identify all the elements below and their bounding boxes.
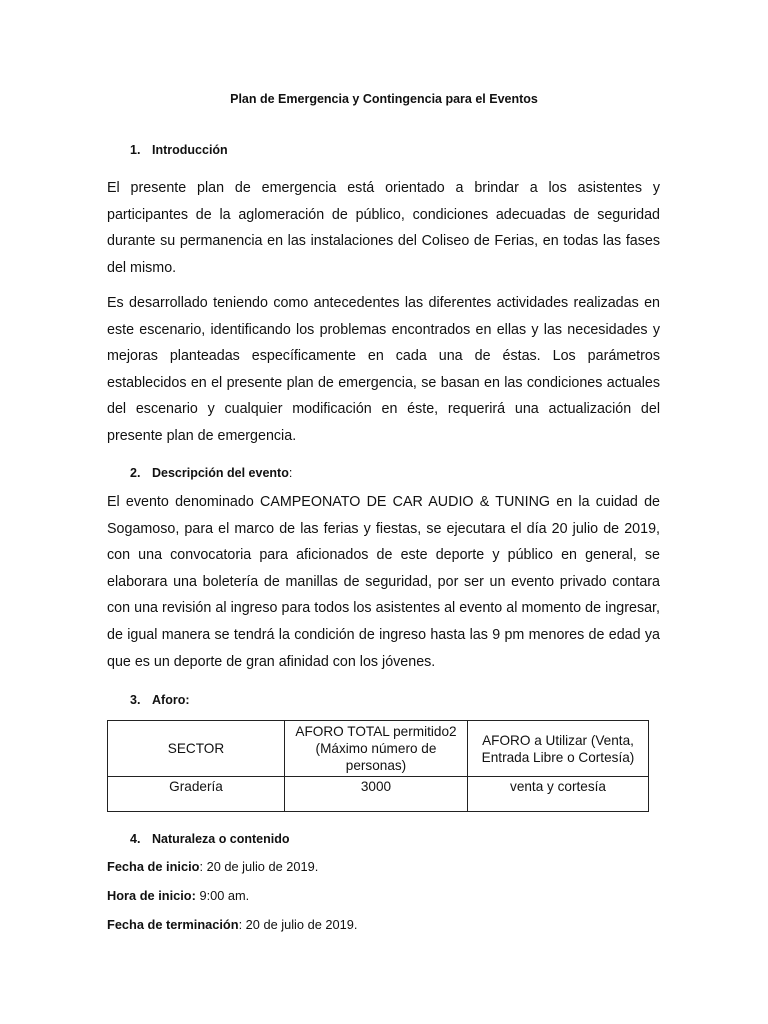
field-label: Hora de inicio: [107, 888, 196, 903]
section-number: 4. [130, 832, 141, 846]
document-title: Plan de Emergencia y Contingencia para el Eventos [230, 92, 538, 106]
section-number: 3. [130, 693, 141, 707]
aforo-table [107, 720, 649, 812]
section-heading-introduccion [130, 143, 228, 157]
section-title: Descripción del evento [152, 466, 289, 480]
section-title: Naturaleza o contenido [152, 832, 290, 846]
field-value: 20 de julio de 2019. [203, 859, 319, 874]
table-row [108, 777, 649, 812]
table-cell: 3000 [285, 777, 468, 812]
section-heading-descripcion [130, 466, 292, 480]
table-header-cell: AFORO a Utilizar (Venta, Entrada Libre o Cortesía) [468, 721, 649, 777]
section-title: Introducción [152, 143, 228, 157]
field-label: Fecha de terminación [107, 917, 239, 932]
section-heading-aforo [130, 693, 190, 707]
descripcion-paragraph: El evento denominado CAMPEONATO DE CAR AUDIO & TUNING en la cuidad de Sogamoso, para el marco de las ferias y fiestas, se ejecutara el día 20 julio de 2019, con una convocatoria para aficionados de este deporte y público en general, se elaborara una boletería de manillas de seguridad, por ser un evento privado contara con una revisión al ingreso para todos los asistentes al evento al momento de ingresar, de igual manera se tendrá la condición de ingreso hasta las 9 pm menores de edad ya que es un deporte de gran afinidad con los jóvenes. [107, 494, 660, 670]
table-cell: venta y cortesía [468, 777, 649, 812]
field-separator: : [199, 859, 204, 874]
section-title-suffix: : [288, 466, 293, 480]
field-separator: : [238, 917, 243, 932]
field-value: 20 de julio de 2019. [242, 917, 358, 932]
section-heading-naturaleza [130, 832, 290, 846]
section-number: 2. [130, 466, 141, 480]
table-header-row [108, 721, 649, 777]
section-title: Aforo: [152, 693, 190, 707]
field-fecha-terminacion [107, 917, 357, 932]
field-value: 9:00 am. [195, 888, 250, 903]
field-fecha-inicio [107, 859, 318, 874]
field-label: Fecha de inicio [107, 859, 200, 874]
table-cell: Gradería [108, 777, 285, 812]
table-header-cell: AFORO TOTAL permitido2 (Máximo número de personas) [285, 721, 468, 777]
intro-paragraph-1: El presente plan de emergencia está orientado a brindar a los asistentes y participantes de la aglomeración de público, condiciones adecuadas de seguridad durante su permanencia en las instalaciones del Coliseo de Ferias, en todas las fases del mismo. [107, 180, 660, 276]
table-header-cell: SECTOR [108, 721, 285, 777]
intro-paragraph-2: Es desarrollado teniendo como antecedentes las diferentes actividades realizadas en este escenario, identificando los problemas encontrados en ellas y las necesidades y mejoras planteadas específicamente en cada una de éstas. Los parámetros establecidos en el presente plan de emergencia, se basan en las condiciones actuales del escenario y cualquier modificación en éste, requerirá una actualización del presente plan de emergencia. [107, 295, 660, 444]
section-number: 1. [130, 143, 141, 157]
field-hora-inicio [107, 888, 249, 903]
